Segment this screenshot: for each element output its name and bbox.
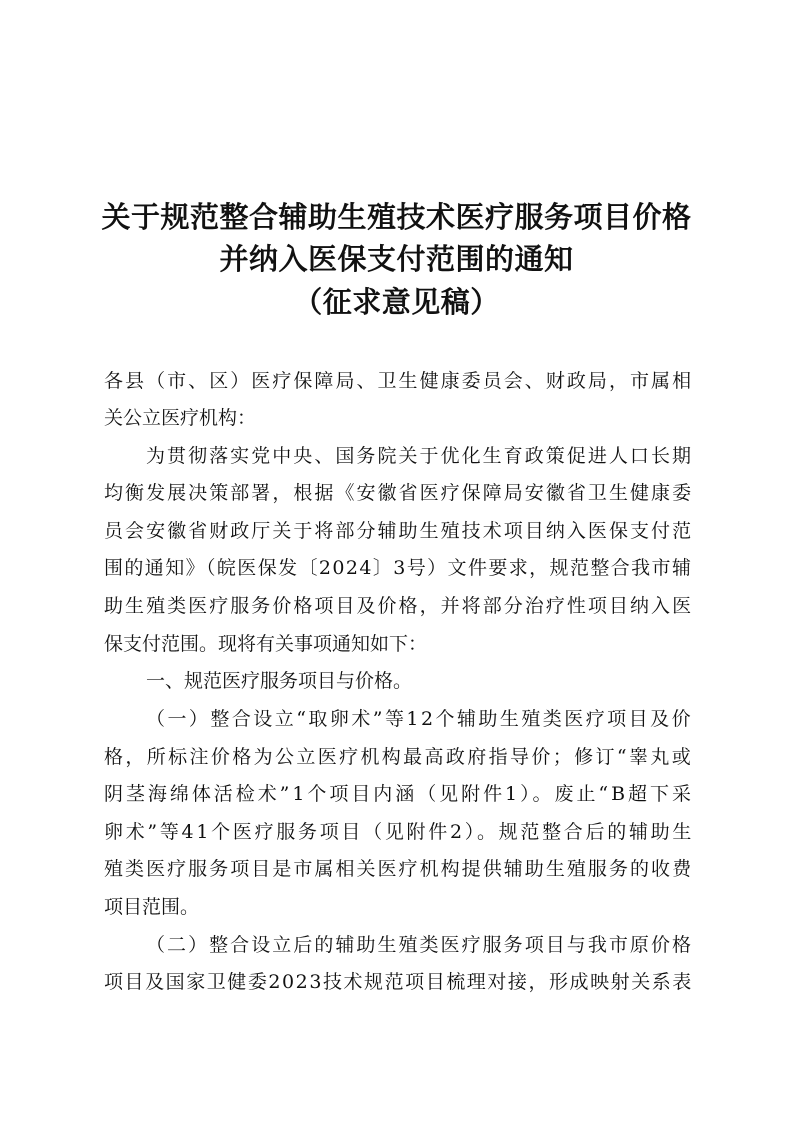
paragraph-line: 格，所标注价格为公立医疗机构最高政府指导价；修订“睾丸或	[104, 746, 694, 768]
salutation-line-2: 关公立医疗机构：	[104, 407, 257, 429]
paragraph-line: （一）整合设立“取卵术”等12个辅助生殖类医疗项目及价	[146, 708, 694, 730]
paragraph-line: 卵术”等41个医疗服务项目（见附件2）。规范整合后的辅助生	[104, 821, 695, 843]
paragraph-line: 围的通知》（皖医保发〔2024〕3号）文件要求，规范整合我市辅	[104, 557, 693, 579]
paragraph-line: （二）整合设立后的辅助生殖类医疗服务项目与我市原价格	[146, 934, 694, 956]
section-heading: 一、规范医疗服务项目与价格。	[146, 670, 413, 692]
paragraph-line: 项目及国家卫健委2023技术规范项目梳理对接，形成映射关系表	[104, 971, 693, 993]
document-title-line-3: （征求意见稿）	[293, 285, 500, 319]
document-title-line-1: 关于规范整合辅助生殖技术医疗服务项目价格	[101, 200, 692, 234]
paragraph-line: 殖类医疗服务项目是市属相关医疗机构提供辅助生殖服务的收费	[104, 858, 694, 880]
salutation-line-1: 各县（市、区）医疗保障局、卫生健康委员会、财政局，市属相	[104, 370, 694, 392]
paragraph-line: 项目范围。	[104, 896, 200, 918]
paragraph-line: 助生殖类医疗服务价格项目及价格，并将部分治疗性项目纳入医	[104, 595, 694, 617]
paragraph-line: 阴茎海绵体活检术”1个项目内涵（见附件1）。废止“B超下采	[104, 783, 694, 805]
paragraph-line: 为贯彻落实党中央、国务院关于优化生育政策促进人口长期	[146, 445, 694, 467]
paragraph-line: 均衡发展决策部署，根据《安徽省医疗保障局安徽省卫生健康委	[104, 482, 694, 504]
paragraph-line: 员会安徽省财政厅关于将部分辅助生殖技术项目纳入医保支付范	[104, 520, 694, 542]
paragraph-line: 保支付范围。现将有关事项通知如下：	[104, 633, 428, 655]
document-title-line-2: 并纳入医保支付范围的通知	[219, 242, 574, 276]
